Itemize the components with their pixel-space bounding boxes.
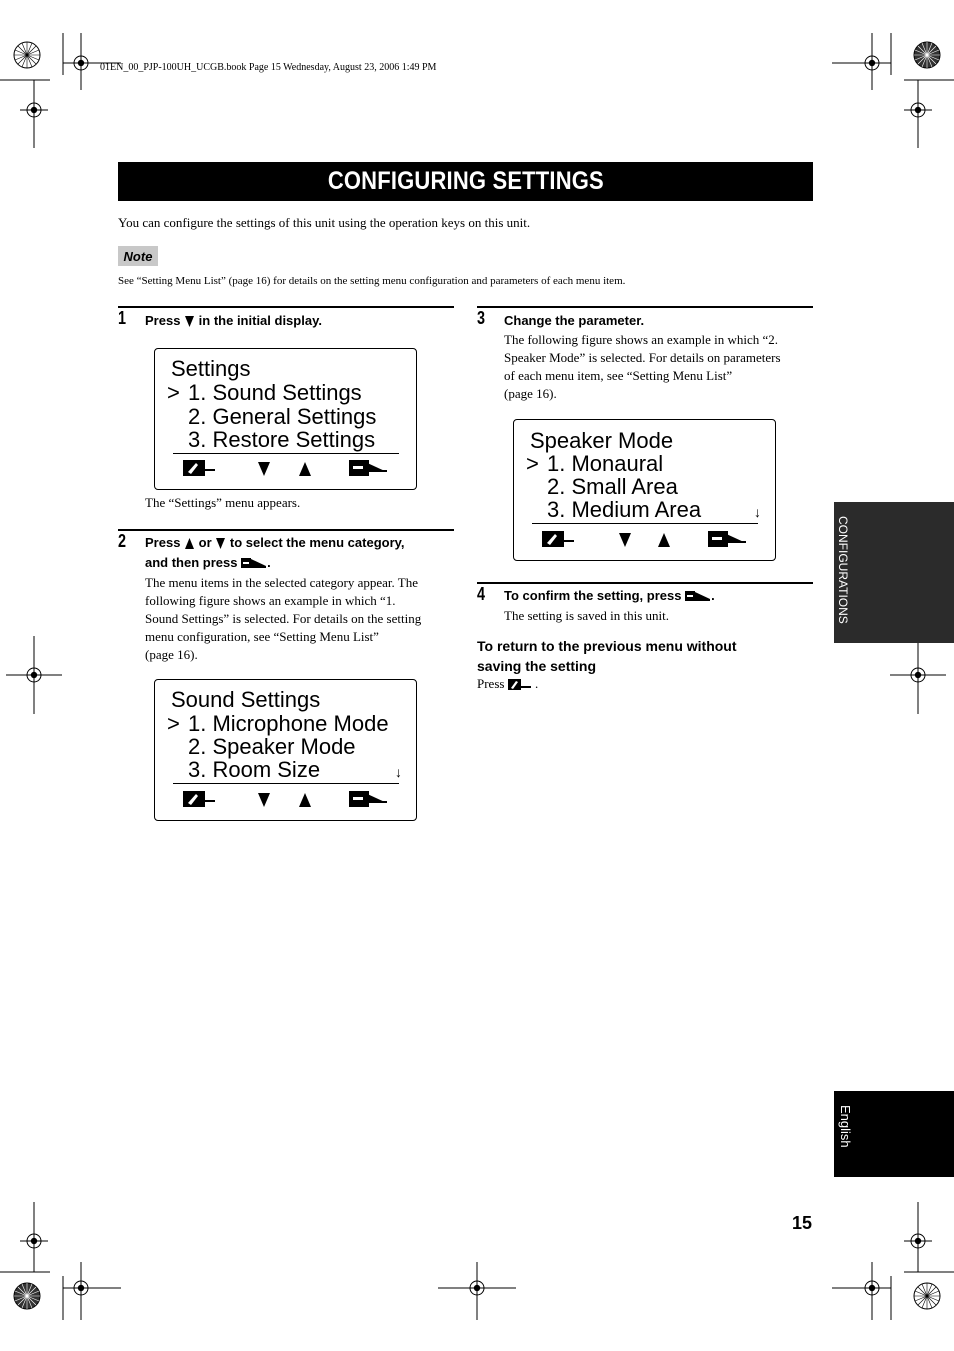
step2-or: or <box>198 535 212 550</box>
step2-number: 2 <box>118 531 127 551</box>
lcd-title: Speaker Mode <box>530 428 674 453</box>
lcd-item-1: 1. Microphone Mode <box>188 711 389 736</box>
step2-select: to select the menu category, <box>229 535 405 550</box>
lcd-display-speaker-mode <box>513 419 776 561</box>
down-key-icon <box>619 533 631 547</box>
back-key-icon <box>542 531 574 547</box>
page-number: 15 <box>792 1213 813 1233</box>
lcd-display-settings <box>154 348 417 490</box>
up-key-icon <box>299 462 311 476</box>
return-period: . <box>534 676 539 691</box>
down-arrow-icon <box>215 537 226 550</box>
return-body <box>477 675 538 693</box>
intro-text: You can configure the settings of this unit using the operation keys on this unit. <box>118 215 531 230</box>
lcd-display-sound-settings <box>154 679 417 821</box>
lcd-cursor: > <box>167 711 180 736</box>
lcd-key-icons <box>542 529 752 551</box>
enter-key-icon <box>349 460 387 476</box>
return-heading-line: To return to the previous menu without <box>477 638 737 654</box>
step4-rule <box>477 582 813 584</box>
step2-then-press: and then press <box>145 555 238 570</box>
step2-body <box>145 574 421 664</box>
lcd-item-1: 1. Sound Settings <box>188 380 362 405</box>
scroll-down-indicator: ↓ <box>395 764 402 780</box>
step3-body-line: (page 16). <box>504 386 557 401</box>
return-press: Press <box>477 676 505 691</box>
step4-number: 4 <box>477 584 486 604</box>
step2-period: . <box>267 555 271 570</box>
file-info: 01EN_00_PJP-100UH_UCGB.book Page 15 Wednesday, August 23, 2006 1:49 PM <box>100 62 437 73</box>
lcd-item-2: 2. Small Area <box>547 474 678 499</box>
step1-heading <box>145 313 322 328</box>
step3-heading: Change the parameter. <box>504 313 645 328</box>
return-heading-line: saving the setting <box>477 658 597 674</box>
lcd-key-icons <box>183 458 393 480</box>
lcd-cursor: > <box>526 451 539 476</box>
lcd-divider <box>173 453 399 454</box>
enter-key-icon <box>349 791 387 807</box>
step3-number: 3 <box>477 308 486 328</box>
step3-body <box>504 331 781 403</box>
step2-body-line: Sound Settings” is selected. For details on the setting <box>145 611 422 626</box>
lcd-item-3: 3. Medium Area <box>547 497 702 522</box>
step4-body: The setting is saved in this unit. <box>504 608 670 623</box>
step2-press: Press <box>145 535 181 550</box>
step4-heading-text: To confirm the setting, press <box>504 588 682 603</box>
lcd-divider <box>532 523 758 524</box>
enter-key-icon <box>685 590 711 604</box>
return-heading <box>477 636 737 676</box>
down-arrow-icon <box>184 315 195 328</box>
page-title: CONFIGURING SETTINGS <box>327 167 604 195</box>
lcd-title: Settings <box>171 356 251 381</box>
language-tab <box>834 1091 954 1177</box>
step3-body-line: The following figure shows an example in which “2. <box>504 332 779 347</box>
step2-heading-line1 <box>145 535 405 550</box>
step2-body-line: menu configuration, see “Setting Menu List” <box>145 629 379 644</box>
up-key-icon <box>299 793 311 807</box>
lcd-key-icons <box>183 789 393 811</box>
page-title-bar <box>118 162 813 201</box>
step2-rule <box>118 529 454 531</box>
back-key-icon <box>508 678 532 692</box>
lcd-item-2: 2. General Settings <box>188 404 377 429</box>
down-key-icon <box>258 793 270 807</box>
step4-period: . <box>711 588 715 603</box>
step1-caption: The “Settings” menu appears. <box>145 495 301 510</box>
step1-rule <box>118 306 454 308</box>
up-key-icon <box>658 533 670 547</box>
enter-key-icon <box>708 531 746 547</box>
lcd-cursor: > <box>167 380 180 405</box>
step3-rule <box>477 306 813 308</box>
lcd-divider <box>173 783 399 784</box>
note-text: See “Setting Menu List” (page 16) for details on the setting menu configuration and parameters of each menu item. <box>118 275 626 287</box>
back-key-icon <box>183 460 215 476</box>
lcd-title: Sound Settings <box>171 687 321 712</box>
note-label: Note <box>118 246 158 266</box>
lcd-item-2: 2. Speaker Mode <box>188 734 356 759</box>
back-key-icon <box>183 791 215 807</box>
step4-heading <box>504 588 715 604</box>
lcd-item-1: 1. Monaural <box>547 451 664 476</box>
step2-body-line: The menu items in the selected category appear. The <box>145 575 419 590</box>
step2-heading-line2 <box>145 555 271 571</box>
language-tab-label: English <box>838 1105 853 1148</box>
enter-key-icon <box>241 557 267 571</box>
scroll-down-indicator: ↓ <box>754 504 761 520</box>
step1-number: 1 <box>118 308 127 328</box>
step2-body-line: following figure shows an example in which “1. <box>145 593 396 608</box>
down-key-icon <box>258 462 270 476</box>
step3-body-line: of each menu item, see “Setting Menu List” <box>504 368 733 383</box>
step1-heading-after: in the initial display. <box>198 313 322 328</box>
section-tab-label: CONFIGURATIONS <box>836 516 850 624</box>
section-tab <box>834 502 954 643</box>
up-arrow-icon <box>184 537 195 550</box>
step1-heading-before: Press <box>145 313 181 328</box>
lcd-item-3: 3. Room Size <box>188 757 321 782</box>
lcd-item-3: 3. Restore Settings <box>188 427 376 452</box>
step2-body-line: (page 16). <box>145 647 198 662</box>
step3-body-line: Speaker Mode” is selected. For details on parameters <box>504 350 781 365</box>
